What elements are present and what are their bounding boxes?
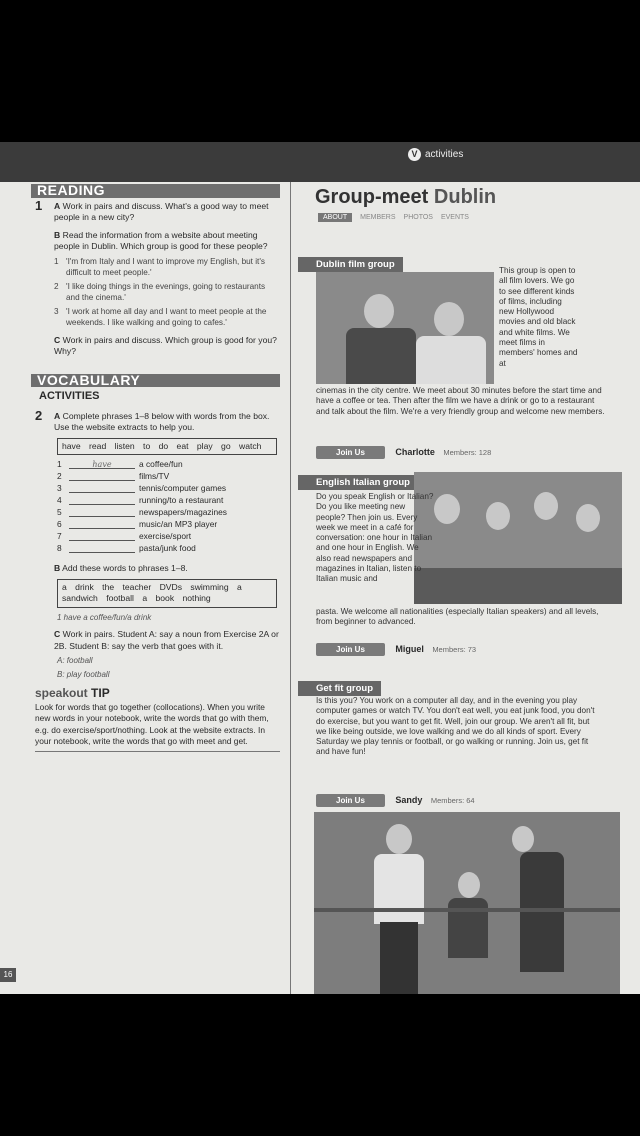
tab-events[interactable]: EVENTS [440,214,469,221]
group-card-english-italian [298,472,623,657]
exercise-1c [35,335,280,358]
members-count: Members: 64 [430,796,475,805]
group-text-side: Do you speak English or Italian? Do you like meeting new people? Then join us. Every week we meet in a café for conversation: one hour in Italian and one hour in English. We also read newspapers and magazines in Italian, listen to Italian music and [316,492,434,584]
answer-blank[interactable] [69,507,135,517]
phrase-row: 3 tennis/computer games [57,483,227,493]
site-tabs [318,213,623,222]
person-body [448,898,488,958]
phrase-row: 5 newspapers/magazines [57,507,227,517]
quote-3: 3 'I work at home all day and I want to meet people at the weekends. I like walking and going to cafes.' [54,306,267,327]
exercise-1a [35,197,280,224]
exercise-number: 2 [35,407,43,423]
person-face [576,504,600,532]
organiser-name: Miguel [395,644,424,654]
film-photo [316,272,494,384]
person-body [374,854,424,924]
tip-heading [35,688,280,700]
answer-blank[interactable] [69,483,135,493]
join-button[interactable]: Join Us [316,643,385,656]
group-footer [316,442,491,460]
person-body [416,336,486,384]
answer-blank[interactable] [69,543,135,553]
column-divider [290,182,291,994]
tab-photos[interactable]: PHOTOS [403,214,433,221]
phrase-row: 2 films/TV [57,471,170,481]
exercise-text: Work in pairs and discuss. Which group is good for you? Why? [54,334,277,356]
phrase-row: 8 pasta/junk food [57,543,196,553]
phrase-row: 4 running/to a restaurant [57,495,224,505]
person-legs [380,922,418,994]
person-face [434,302,464,336]
group-name: Get fit group [298,681,381,696]
phrase-row: 1 have a coffee/fun [57,459,183,469]
top-banner [0,142,640,182]
group-card-get-fit [298,678,623,994]
phrase-row: 7 exercise/sport [57,531,192,541]
vocabulary-heading: VOCABULARY [31,374,280,388]
group-text: pasta. We welcome all nationalities (especially Italian speakers) and all levels, from beginner to advanced. [316,607,599,627]
group-card-film [298,254,623,459]
group-footer [316,790,475,808]
members-count: Members: 73 [432,645,477,654]
group-text: Is this you? You work on a computer all day, and in the evening you play computer games or watch TV. You don't eat well, you eat junk food, you don't do exercise, but you want to get fit. Well, join our group. We aren't all fit, but we like being outside, we love walking and we do all kinds of sport. Every Saturday we play tennis or football, or go walking or running. Join us, get fit and have fun! [316,696,595,757]
speakout-logo: speakout [35,686,88,700]
exercise-2b [35,563,280,575]
fitness-photo [314,812,620,994]
vocabulary-subheading: ACTIVITIES [39,390,100,402]
word-box: have read listen to do eat play go watch [57,438,277,456]
person-body [346,328,416,384]
exercise-letter: C [54,629,61,639]
person-face [434,494,460,524]
exercise-letter: A [54,410,61,421]
exercise-text: Complete phrases 1–8 below with words from the box. Use the website extracts to help you. [54,410,270,432]
tab-members[interactable]: MEMBERS [360,214,396,221]
exercise-letter: C [54,334,61,345]
tip-label: TIP [91,686,110,700]
exercise-2a [35,407,280,434]
example-a: A: football [57,656,93,665]
person-face [486,502,510,530]
exercise-text: Add these words to phrases 1–8. [62,563,188,573]
person-face [458,872,480,898]
group-text-side: This group is open to all film lovers. We go to see different kinds of films, including new Hollywood movies and old black and white films. We meet films in members' homes and at [499,266,578,368]
organiser-name: Sandy [395,795,423,805]
answer-blank[interactable] [69,471,135,481]
quote-1: 1 'I'm from Italy and I want to improve my English, but it's difficult to meet people.' [54,256,265,277]
answer-blank[interactable] [69,495,135,505]
exercise-number: 1 [35,197,43,213]
example-b: B: play football [57,669,110,679]
join-button[interactable]: Join Us [316,446,385,459]
person-face [512,826,534,852]
person-face [534,492,558,520]
exercise-text: Work in pairs and discuss. What's a good way to meet people in a new city? [54,200,269,222]
reading-heading: READING [31,184,280,198]
members-count: Members: 128 [443,448,492,457]
exercise-text: Read the information from a website about meeting people in Dublin. Which group is good for these people? [54,229,268,251]
answer-blank[interactable] [69,531,135,541]
left-column [35,184,280,752]
cafe-photo [414,472,622,604]
website-extract [298,184,623,805]
person-face [386,824,412,854]
answer-blank[interactable]: have [69,459,135,469]
exercise-2c [35,629,280,652]
group-name: Dublin film group [298,257,403,272]
bridge-rail [314,908,620,912]
table [414,568,622,604]
exercise-1b [35,230,280,253]
tip-text: Look for words that go together (collocations). When you write new words in your notebook, write the words that go with them, e.g. do exercise/sport/nothing. Look at the website extracts. In your notebook, write the words that go with meet and get. [35,702,280,752]
exercise-text: Work in pairs. Student A: say a noun from Exercise 2A or 2B. Student B: say the verb that goes with it. [54,629,279,651]
phrase-row: 6 music/an MP3 player [57,519,218,529]
exercise-letter: B [54,229,61,240]
site-title: Group-meet Dublin [315,186,497,208]
banner-subtitle: activities [425,149,464,160]
person-body [520,852,564,972]
tab-about[interactable]: ABOUT [318,213,352,222]
exercise-letter: A [54,200,61,211]
group-text: cinemas in the city centre. We meet about 30 minutes before the start time and have a coffee or tea. Then after the film we have a drink or go to a restaurant and talk about the film. We're a very friendly group and welcome new members. [316,386,605,416]
page-number: 16 [0,968,16,982]
person-face [364,294,394,328]
exercise-letter: B [54,563,61,573]
group-name: English Italian group [298,475,418,490]
join-button[interactable]: Join Us [316,794,385,807]
badge-icon: V [408,148,421,161]
textbook-page [0,142,640,994]
word-box-2: a drink the teacher DVDs swimming a sandwich football a book nothing [57,579,277,608]
organiser-name: Charlotte [395,447,435,457]
example-answer: 1 have a coffee/fun/a drink [57,612,152,622]
answer-blank[interactable] [69,519,135,529]
quote-2: 2 'I like doing things in the evenings, going to restaurants and the cinema.' [54,281,266,302]
group-footer [316,639,476,657]
